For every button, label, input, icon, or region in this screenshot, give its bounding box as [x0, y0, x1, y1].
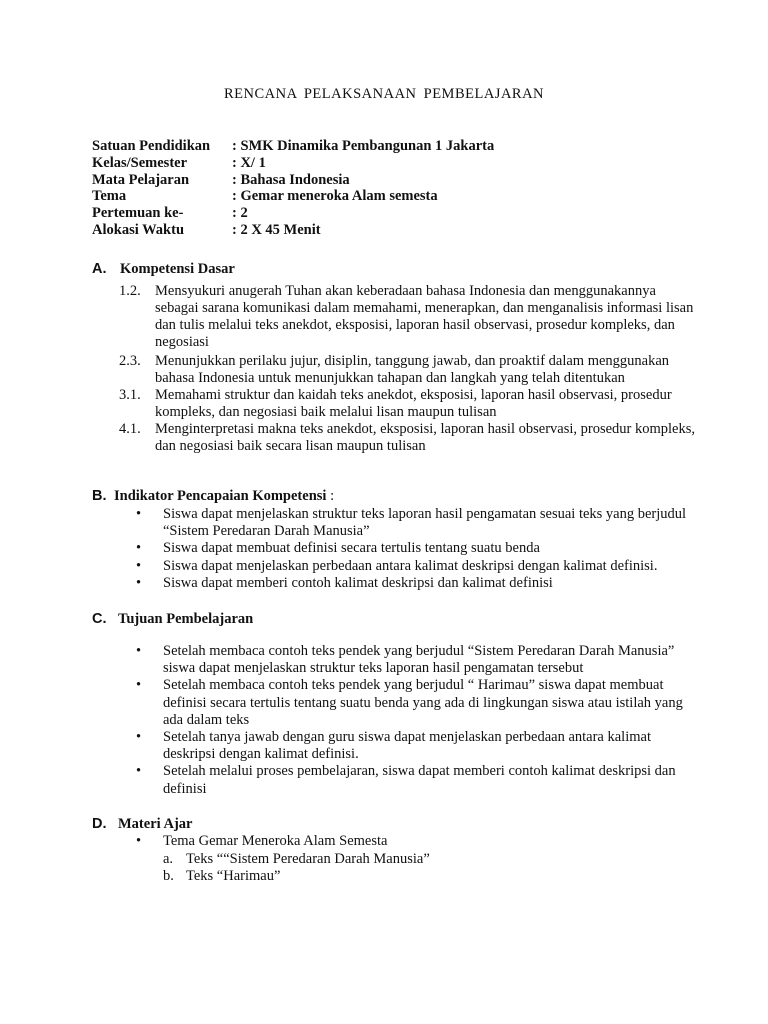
section-title-suffix: : [326, 488, 335, 504]
section-letter: C. [92, 611, 107, 627]
item-text: Setelah tanya jawab dengan guru siswa dapat menjelaskan perbedaan antara kalimat deskripsi dengan kalimat definisi. [163, 729, 651, 763]
item-text: Setelah melalui proses pembelajaran, siswa dapat memberi contoh kalimat deskripsi dan definisi [163, 763, 676, 797]
sub-list-item [163, 851, 430, 868]
list-item [136, 643, 706, 677]
item-text: Siswa dapat menjelaskan perbedaan antara kalimat deskripsi dengan kalimat definisi. [163, 557, 658, 574]
info-value: : 2 [232, 205, 248, 222]
bullet-icon: • [136, 729, 142, 746]
sub-item-letter: a. [163, 851, 174, 867]
info-row [92, 205, 494, 222]
section-a-heading [92, 260, 235, 278]
section-title: Tujuan Pembelajaran [118, 611, 254, 627]
info-label: Satuan Pendidikan [92, 138, 211, 154]
section-title: Indikator Pencapaian Kompetensi [114, 488, 327, 504]
materi-sublist [163, 851, 430, 885]
item-text: Setelah membaca contoh teks pendek yang berjudul “ Harimau” siswa dapat membuat definisi secara tertulis tentang suatu benda yang ada di lingkungan siswa atau istilah yang ada dalam teks [163, 677, 683, 728]
item-number: 4.1. [119, 421, 141, 437]
list-item [136, 540, 706, 557]
list-item [119, 283, 699, 351]
list-item [119, 353, 699, 387]
section-letter: A. [92, 261, 107, 277]
section-title: Materi Ajar [118, 816, 193, 832]
list-item [136, 763, 706, 797]
info-row [92, 155, 494, 172]
item-number: 3.1. [119, 387, 141, 403]
tujuan-list [136, 643, 706, 798]
list-item [136, 729, 706, 763]
bullet-icon: • [136, 763, 142, 780]
bullet-icon: • [136, 643, 142, 659]
section-d-heading [92, 815, 192, 833]
section-letter: B. [92, 488, 107, 504]
item-number: 1.2. [119, 283, 141, 299]
bullet-icon: • [136, 677, 142, 694]
info-value: : Gemar meneroka Alam semesta [232, 188, 438, 205]
list-item [119, 421, 699, 455]
item-text: Menunjukkan perilaku jujur, disiplin, tanggung jawab, dan proaktif dalam menggunakan bahasa Indonesia untuk menunjukkan tahapan dan langkah yang telah ditentukan [155, 353, 670, 386]
page-title: RENCANA PELAKSANAAN PEMBELAJARAN [223, 86, 545, 102]
info-row [92, 172, 494, 189]
sub-list-item [163, 868, 430, 885]
item-number: 2.3. [119, 353, 141, 369]
list-item [136, 677, 706, 729]
section-title: Kompetensi Dasar [120, 261, 235, 277]
item-text: Tema Gemar Meneroka Alam Semesta [163, 833, 388, 849]
item-text: Memahami struktur dan kaidah teks anekdot, eksposisi, laporan hasil observasi, prosedur kompleks, dan negosiasi baik melalui lisan maupun tulisan [155, 387, 672, 420]
item-text: Siswa dapat memberi contoh kalimat deskripsi dan kalimat definisi [163, 574, 553, 591]
bullet-icon: • [136, 540, 142, 557]
list-item [119, 387, 699, 421]
list-item [136, 833, 706, 850]
info-label: Alokasi Waktu [92, 221, 185, 238]
indikator-list [136, 506, 706, 592]
bullet-icon: • [136, 557, 142, 574]
kompetensi-list [119, 283, 699, 455]
info-label: Kelas/Semester [92, 154, 188, 171]
sub-item-letter: b. [163, 868, 174, 884]
item-text: Setelah membaca contoh teks pendek yang berjudul “Sistem Peredaran Darah Manusia” siswa dapat menjelaskan struktur teks laporan hasil pengamatan tersebut [163, 643, 675, 677]
bullet-icon: • [136, 833, 142, 849]
item-text: Siswa dapat membuat definisi secara tertulis tentang suatu benda [163, 540, 540, 557]
section-c-heading [92, 610, 253, 628]
materi-list [136, 833, 706, 850]
info-value: : X/ 1 [232, 154, 266, 171]
bullet-icon: • [136, 574, 142, 591]
list-item [136, 575, 706, 592]
sub-item-text: Teks ““Sistem Peredaran Darah Manusia” [186, 851, 430, 867]
section-b-heading [92, 487, 334, 505]
sub-item-text: Teks “Harimau” [186, 868, 281, 884]
bullet-icon: • [136, 506, 142, 522]
list-item [136, 506, 706, 540]
info-label: Mata Pelajaran [92, 171, 190, 188]
info-label: Tema [92, 188, 127, 205]
info-value: : Bahasa Indonesia [232, 171, 350, 188]
list-item [136, 558, 706, 575]
info-value: : SMK Dinamika Pembangunan 1 Jakarta [232, 138, 495, 154]
info-table [92, 138, 494, 239]
item-text: Mensyukuri anugerah Tuhan akan keberadaan bahasa Indonesia dan menggunakannya sebagai sarana komunikasi dalam memahami, menerapkan, dan menganalisis informasi lisan dan tulis melalui teks anekdot, eksposisi, laporan hasil observasi, prosedur kompleks, dan negosiasi [155, 283, 694, 350]
info-value: : 2 X 45 Menit [232, 221, 321, 238]
info-label: Pertemuan ke- [92, 205, 184, 222]
section-letter: D. [92, 816, 107, 832]
item-text: Siswa dapat menjelaskan struktur teks laporan hasil pengamatan sesuai teks yang berjudul “Sistem Peredaran Darah Manusia” [163, 506, 687, 540]
info-row [92, 222, 494, 239]
info-row [92, 188, 494, 205]
item-text: Menginterpretasi makna teks anekdot, eksposisi, laporan hasil observasi, prosedur kompleks, dan negosiasi baik secara lisan maupun tulisan [155, 421, 696, 454]
info-row [92, 138, 494, 155]
